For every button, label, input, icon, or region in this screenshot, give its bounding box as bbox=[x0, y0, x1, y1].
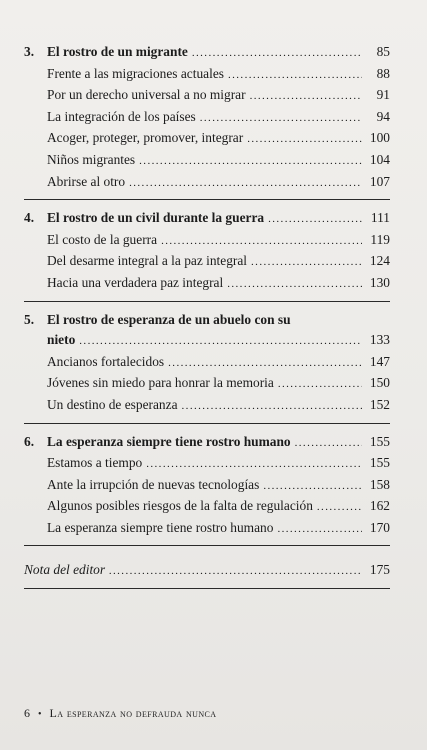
dot-leader bbox=[295, 433, 362, 454]
page-number: 155 bbox=[369, 433, 390, 449]
toc-chapter-heading bbox=[24, 208, 390, 230]
toc-section-editor-note bbox=[24, 554, 390, 589]
footer-bullet: • bbox=[38, 709, 42, 720]
page-number: 100 bbox=[369, 130, 390, 146]
entry-title: Abrirse al otro bbox=[47, 173, 126, 189]
entry-title: El costo de la guerra bbox=[47, 231, 158, 247]
toc-entry bbox=[24, 85, 390, 107]
chapter-title: El rostro de un migrante bbox=[47, 44, 188, 59]
table-of-contents bbox=[24, 42, 390, 589]
toc-entry bbox=[24, 251, 390, 273]
toc-entry bbox=[24, 64, 390, 86]
dot-leader bbox=[192, 43, 362, 64]
entry-title: Estamos a tiempo bbox=[47, 455, 143, 471]
entry-title: Del desarme integral a la paz integral bbox=[47, 253, 248, 269]
page-number: 85 bbox=[376, 44, 390, 59]
footer-book-title: La esperanza no defrauda nunca bbox=[49, 706, 217, 720]
chapter-number: 6. bbox=[24, 433, 35, 449]
chapter-title-line1: El rostro de esperanza de un abuelo con su bbox=[47, 311, 291, 327]
toc-entry bbox=[24, 273, 390, 295]
page-number: 147 bbox=[369, 353, 390, 369]
toc-entry bbox=[24, 395, 390, 417]
toc-section-chapter-4 bbox=[24, 208, 390, 301]
toc-chapter-heading-line1 bbox=[24, 310, 390, 331]
toc-entry bbox=[24, 518, 390, 540]
toc-entry bbox=[24, 453, 390, 475]
dot-leader bbox=[251, 252, 362, 273]
dot-leader bbox=[146, 454, 362, 475]
page-number: 155 bbox=[369, 455, 390, 471]
dot-leader bbox=[109, 561, 362, 582]
toc-entry bbox=[24, 352, 390, 374]
page-number: 124 bbox=[369, 253, 390, 269]
page-number: 94 bbox=[376, 108, 390, 124]
chapter-title: El rostro de un civil durante la guerra bbox=[47, 210, 265, 226]
entry-title: Acoger, proteger, promover, integrar bbox=[47, 130, 244, 146]
chapter-number: 4. bbox=[24, 210, 35, 226]
toc-entry bbox=[24, 496, 390, 518]
toc-entry bbox=[24, 107, 390, 129]
page-number: 119 bbox=[370, 231, 390, 247]
entry-title: La integración de los países bbox=[47, 108, 196, 124]
toc-section-chapter-3 bbox=[24, 42, 390, 200]
page-number: 158 bbox=[369, 476, 390, 492]
toc-entry-editor-note bbox=[24, 560, 390, 582]
toc-entry bbox=[24, 475, 390, 497]
dot-leader bbox=[79, 331, 362, 352]
page-number: 130 bbox=[369, 274, 390, 290]
toc-entry bbox=[24, 230, 390, 252]
page-number: 107 bbox=[369, 173, 390, 189]
toc-entry bbox=[24, 128, 390, 150]
toc-section-chapter-6 bbox=[24, 432, 390, 547]
page-number: 104 bbox=[369, 151, 390, 167]
footer-page-number: 6 bbox=[24, 706, 30, 720]
page-footer bbox=[24, 706, 216, 721]
dot-leader bbox=[268, 209, 362, 230]
dot-leader bbox=[182, 396, 362, 417]
toc-chapter-heading bbox=[24, 42, 390, 64]
dot-leader bbox=[129, 173, 362, 194]
entry-title: Un destino de esperanza bbox=[47, 396, 178, 412]
page-number: 162 bbox=[369, 498, 390, 514]
dot-leader bbox=[168, 353, 362, 374]
dot-leader bbox=[277, 519, 362, 540]
dot-leader bbox=[263, 476, 362, 497]
chapter-title-line2: nieto bbox=[47, 332, 76, 348]
dot-leader bbox=[247, 129, 362, 150]
page-number: 133 bbox=[369, 332, 390, 348]
entry-title: Frente a las migraciones actuales bbox=[47, 65, 224, 81]
entry-title: Ancianos fortalecidos bbox=[47, 353, 165, 369]
toc-chapter-heading-line2 bbox=[24, 330, 390, 352]
entry-title: Ante la irrupción de nuevas tecnologías bbox=[47, 476, 260, 492]
entry-title: Hacia una verdadera paz integral bbox=[47, 274, 224, 290]
page-number: 91 bbox=[376, 87, 390, 103]
page-number: 152 bbox=[369, 396, 390, 412]
entry-title: Jóvenes sin miedo para honrar la memoria bbox=[47, 375, 274, 391]
dot-leader bbox=[317, 497, 362, 518]
entry-title: La esperanza siempre tiene rostro humano bbox=[47, 519, 274, 535]
page-number: 88 bbox=[376, 65, 390, 81]
entry-title: Por un derecho universal a no migrar bbox=[47, 87, 246, 103]
page-number: 170 bbox=[369, 519, 390, 535]
toc-section-chapter-5 bbox=[24, 310, 390, 424]
toc-entry bbox=[24, 150, 390, 172]
page-number: 111 bbox=[370, 210, 390, 226]
chapter-number: 5. bbox=[24, 311, 35, 327]
dot-leader bbox=[278, 374, 362, 395]
page-number: 150 bbox=[369, 375, 390, 391]
editor-note-title: Nota del editor bbox=[24, 562, 106, 578]
dot-leader bbox=[228, 65, 362, 86]
toc-entry bbox=[24, 373, 390, 395]
toc-entry bbox=[24, 172, 390, 194]
dot-leader bbox=[250, 86, 362, 107]
chapter-title: La esperanza siempre tiene rostro humano bbox=[47, 433, 291, 449]
page-number: 175 bbox=[369, 562, 390, 578]
chapter-number: 3. bbox=[24, 44, 35, 59]
entry-title: Algunos posibles riesgos de la falta de regulación bbox=[47, 498, 313, 514]
dot-leader bbox=[227, 274, 362, 295]
dot-leader bbox=[161, 231, 362, 252]
entry-title: Niños migrantes bbox=[47, 151, 136, 167]
dot-leader bbox=[139, 151, 362, 172]
dot-leader bbox=[200, 108, 362, 129]
toc-chapter-heading bbox=[24, 432, 390, 454]
